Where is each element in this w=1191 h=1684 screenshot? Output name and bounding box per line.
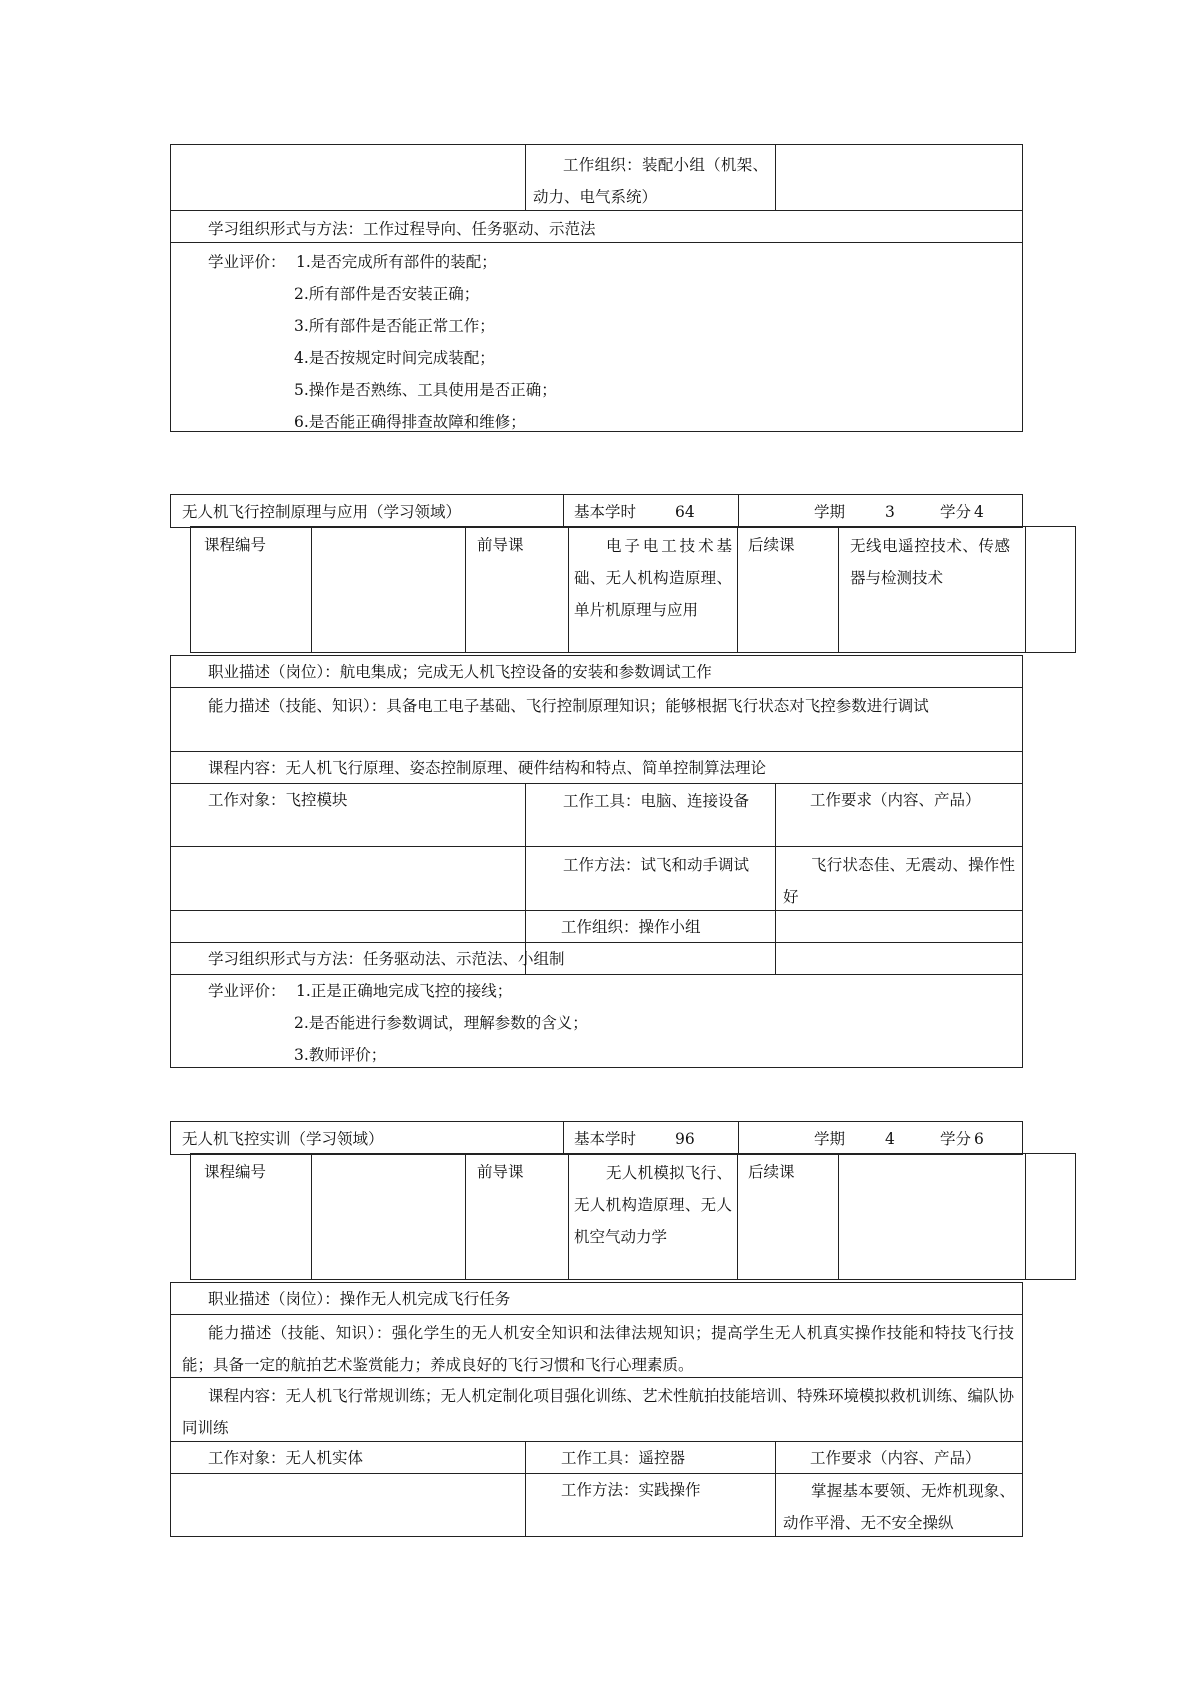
course-content: 课程内容：无人机飞行常规训练；无人机定制化项目强化训练、艺术性航拍技能培训、特殊环境模拟救机训练、编队协同训练	[182, 1387, 1015, 1437]
col-divider	[737, 1153, 738, 1280]
row-divider	[170, 846, 1023, 847]
row-divider	[170, 1473, 1023, 1474]
col-divider	[838, 1153, 839, 1280]
row-divider	[170, 783, 1023, 784]
followup-label: 后续课	[748, 1163, 795, 1181]
eval-item-2: 2.所有部件是否安装正确；	[294, 285, 480, 303]
work-tool: 工作工具：遥控器	[561, 1449, 686, 1467]
col-divider	[775, 1441, 776, 1537]
course-content: 课程内容：无人机飞行原理、姿态控制原理、硬件结构和特点、简单控制算法理论	[208, 759, 767, 777]
work-object: 工作对象：飞控模块	[208, 791, 348, 809]
hours-label: 基本学时	[574, 503, 637, 521]
work-requirement-label: 工作要求（内容、产品）	[810, 791, 981, 809]
eval-label: 学业评价：	[208, 982, 286, 1000]
col-divider	[311, 1153, 312, 1280]
job-description: 职业描述（岗位）：操作无人机完成飞行任务	[208, 1290, 511, 1308]
eval-item-3: 3.所有部件是否能正常工作；	[294, 317, 495, 335]
credit-label: 学分	[940, 1130, 972, 1148]
col-divider	[311, 526, 312, 653]
col-divider	[568, 1153, 569, 1280]
prereq-courses: 无人机模拟飞行、无人机构造原理、无人机空气动力学	[574, 1164, 732, 1246]
col-divider	[1025, 1153, 1026, 1280]
learning-methods: 学习组织形式与方法：工作过程导向、任务驱动、示范法	[208, 220, 596, 238]
work-requirement-detail: 飞行状态佳、无震动、操作性好	[783, 856, 1015, 906]
eval-item-5: 5.操作是否熟练、工具使用是否正确；	[294, 381, 557, 399]
course-title: 无人机飞行控制原理与应用（学习领域）	[182, 503, 462, 521]
course-title: 无人机飞控实训（学习领域）	[182, 1130, 384, 1148]
term-value: 4	[885, 1130, 895, 1148]
work-requirement-detail: 掌握基本要领、无炸机现象、动作平滑、无不安全操纵	[783, 1482, 1015, 1532]
followup-label: 后续课	[748, 536, 795, 554]
col-divider	[563, 494, 564, 528]
ability-description: 能力描述（技能、知识）：具备电工电子基础、飞行控制原理知识；能够根据飞行状态对飞控参数进行调试	[208, 697, 929, 715]
row-divider	[170, 974, 1023, 975]
work-method: 工作方法：试飞和动手调试	[563, 856, 750, 874]
credit-value: 6	[974, 1130, 984, 1148]
prereq-label: 前导课	[477, 1163, 524, 1181]
eval-item-2: 2.是否能进行参数调试，理解参数的含义；	[294, 1014, 588, 1032]
work-method: 工作方法：实践操作	[561, 1481, 701, 1499]
eval-item-1: 1.正是正确地完成飞控的接线；	[296, 982, 513, 1000]
course-no-label: 课程编号	[204, 1163, 267, 1181]
row-divider	[170, 942, 1023, 943]
credit-label: 学分	[940, 503, 972, 521]
hours-value: 96	[675, 1130, 695, 1148]
credit-value: 4	[974, 503, 984, 521]
eval-item-1: 1.是否完成所有部件的装配；	[296, 253, 497, 271]
col-divider	[465, 526, 466, 653]
followup-courses: 无线电遥控技术、传感器与检测技术	[850, 537, 1010, 587]
term-label: 学期	[814, 1130, 846, 1148]
term-value: 3	[885, 503, 895, 521]
row-divider	[170, 687, 1023, 688]
col-divider	[525, 783, 526, 974]
col-divider	[738, 494, 739, 528]
work-org: 工作组织：装配小组（机架、动力、电气系统）	[533, 156, 768, 206]
term-label: 学期	[814, 503, 846, 521]
eval-item-3: 3.教师评价；	[294, 1046, 387, 1064]
job-description: 职业描述（岗位）：航电集成；完成无人机飞控设备的安装和参数调试工作	[208, 663, 712, 681]
work-requirement-label: 工作要求（内容、产品）	[810, 1449, 981, 1467]
prereq-label: 前导课	[477, 536, 524, 554]
work-object: 工作对象：无人机实体	[208, 1449, 364, 1467]
col-divider	[775, 783, 776, 974]
eval-label: 学业评价：	[208, 253, 286, 271]
hours-value: 64	[675, 503, 695, 521]
ability-description: 能力描述（技能、知识）：强化学生的无人机安全知识和法律法规知识；提高学生无人机真实操作技能和特技飞行技能；具备一定的航拍艺术鉴赏能力；养成良好的飞行习惯和飞行心理素质。	[182, 1324, 1014, 1374]
col-divider	[465, 1153, 466, 1280]
course-no-label: 课程编号	[204, 536, 267, 554]
hours-label: 基本学时	[574, 1130, 637, 1148]
row-divider	[170, 1314, 1023, 1315]
row-divider	[170, 751, 1023, 752]
col-divider	[525, 1441, 526, 1537]
prereq-courses: 电子电工技术基础、无人机构造原理、单片机原理与应用	[574, 537, 732, 619]
work-org: 工作组织：操作小组	[561, 918, 701, 936]
col-divider	[568, 526, 569, 653]
row-divider	[170, 242, 1023, 243]
col-divider	[1025, 526, 1026, 653]
col-divider	[838, 526, 839, 653]
learning-methods: 学习组织形式与方法：任务驱动法、示范法、小组制	[208, 950, 565, 968]
work-tool: 工作工具：电脑、连接设备	[563, 792, 750, 810]
col-divider	[563, 1121, 564, 1155]
col-divider	[775, 144, 776, 210]
col-divider	[525, 144, 526, 210]
col-divider	[737, 526, 738, 653]
eval-item-6: 6.是否能正确得排查故障和维修；	[294, 413, 526, 431]
col-divider	[738, 1121, 739, 1155]
eval-item-4: 4.是否按规定时间完成装配；	[294, 349, 495, 367]
